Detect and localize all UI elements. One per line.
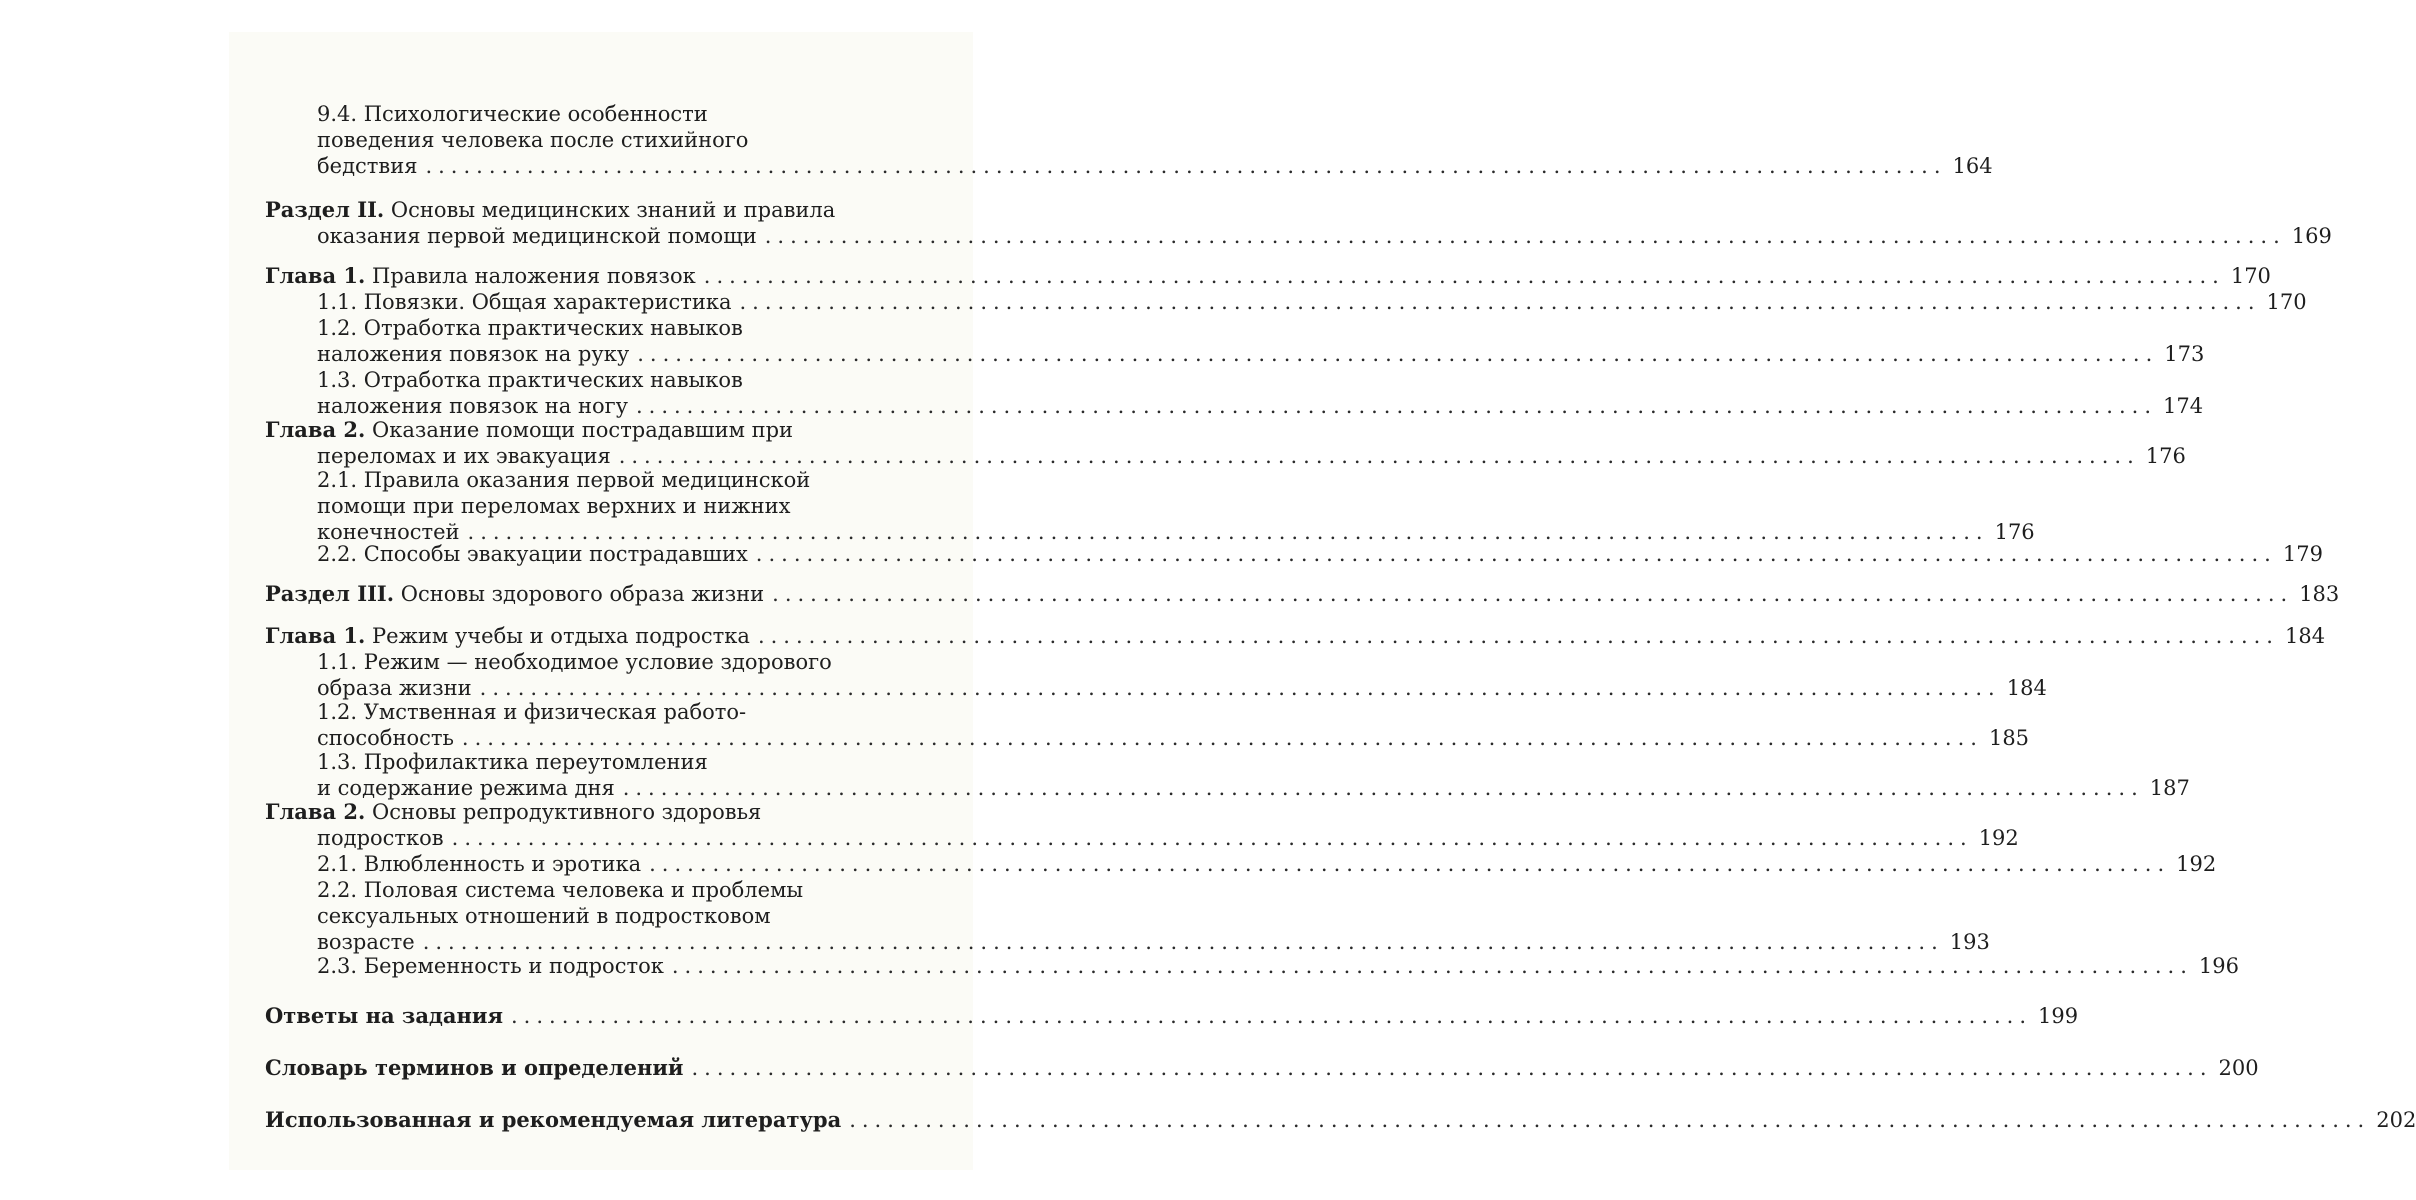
toc-entry-label: Глава 1. — [265, 263, 366, 288]
toc-entry-text — [317, 100, 921, 128]
toc-entry-label: Глава 2. — [265, 799, 366, 824]
toc-entry-title: 2.2. Половая система человека и проблемы — [317, 878, 804, 902]
toc-entry-title-bold: Ответы на задания — [265, 1003, 503, 1028]
toc-entry-text — [317, 748, 921, 776]
toc-entry-label: Глава 1. — [265, 623, 366, 648]
toc-entry-title: Глава 1. Правила наложения повязок — [265, 263, 696, 288]
toc-entry-text — [265, 798, 921, 826]
toc-entry-title: возрасте — [317, 930, 415, 954]
leader-dots: ........................................................................................................................ — [691, 1056, 2213, 1080]
toc-entry-title: 1.3. Отработка практических навыков — [317, 368, 743, 392]
toc-entry-line — [317, 824, 2019, 852]
toc-entry-label: Глава 2. — [265, 417, 366, 442]
page-number: 176 — [2145, 444, 2186, 468]
leader-dots: ........................................................................................................................ — [649, 852, 2171, 876]
toc-entry-line — [265, 1106, 2416, 1134]
toc-entry-title: 1.1. Повязки. Общая характеристика — [317, 290, 732, 314]
leader-dots: ........................................................................................................................ — [703, 264, 2225, 288]
leader-dots: ........................................................................................................................ — [618, 444, 2140, 468]
toc-entry-title: помощи при переломах верхних и нижних — [317, 494, 791, 518]
toc-entry-title: и содержание режима дня — [317, 776, 615, 800]
page-number: 169 — [2291, 224, 2332, 248]
toc-entry-line — [317, 340, 2205, 368]
page-number: 179 — [2282, 542, 2323, 566]
toc-entry-title: 2.3. Беременность и подросток — [317, 954, 664, 978]
toc-entry-title-bold: Использованная и рекомендуемая литература — [265, 1107, 842, 1132]
toc-entry-line — [265, 1002, 2079, 1030]
toc-entry-title: сексуальных отношений в подростковом — [317, 904, 771, 928]
toc-entry-title: Раздел III. Основы здорового образа жизни — [265, 581, 765, 606]
leader-dots: ........................................................................................................................ — [422, 930, 1944, 954]
toc-entry-title — [265, 1002, 503, 1030]
toc-entry-title-bold: Словарь терминов и определений — [265, 1055, 684, 1080]
leader-dots: ........................................................................................................................ — [479, 676, 2001, 700]
toc-entry-title: Раздел II. Основы медицинских знаний и правила — [265, 197, 836, 222]
toc-entry-title: оказания первой медицинской помощи — [317, 224, 757, 248]
toc-entry-title: 1.2. Отработка практических навыков — [317, 316, 743, 340]
toc-entry-text — [317, 876, 921, 904]
toc-entry-title: Глава 2. Основы репродуктивного здоровья — [265, 799, 762, 824]
leader-dots: ........................................................................................................................ — [425, 154, 1947, 178]
page-number: 170 — [2230, 264, 2271, 288]
toc-entry-title: конечностей — [317, 520, 460, 544]
leader-dots: ........................................................................................................................ — [637, 342, 2159, 366]
leader-dots: ........................................................................................................................ — [849, 1108, 2371, 1132]
page-number: 192 — [1978, 826, 2019, 850]
page-number: 176 — [1994, 520, 2035, 544]
toc-entry-line — [317, 540, 2323, 568]
toc-entry-line — [265, 1054, 2259, 1082]
toc-entry-text — [265, 416, 921, 444]
toc-entry-title: 2.1. Правила оказания первой медицинской — [317, 468, 811, 492]
page-number: 199 — [2038, 1004, 2079, 1028]
leader-dots: ........................................................................................................................ — [461, 726, 1983, 750]
toc-entry-title — [265, 1106, 841, 1134]
toc-entry-title: Глава 2. Оказание помощи пострадавшим при — [265, 417, 794, 442]
toc-entry-title: 2.2. Способы эвакуации пострадавших — [317, 542, 748, 566]
toc-entry-label: Раздел III. — [265, 581, 395, 606]
page-number: 174 — [2163, 394, 2204, 418]
toc-entry-line — [317, 152, 1993, 180]
book-page — [229, 32, 2416, 1170]
toc-entry-title: подростков — [317, 826, 444, 850]
page-number: 170 — [2266, 290, 2307, 314]
toc-entry-line — [265, 580, 2340, 608]
toc-entry-title: образа жизни — [317, 676, 472, 700]
toc-entry-line — [265, 262, 2271, 290]
page-number: 173 — [2164, 342, 2205, 366]
toc-entry-title: 9.4. Психологические особенности — [317, 102, 708, 126]
toc-entry-title: 1.1. Режим — необходимое условие здорового — [317, 650, 832, 674]
toc-entry-title: поведения человека после стихийного — [317, 128, 749, 152]
toc-entry-line — [317, 952, 2239, 980]
leader-dots: ........................................................................................................................ — [755, 542, 2277, 566]
toc-entry-title: Глава 1. Режим учебы и отдыха подростка — [265, 623, 750, 648]
leader-dots: ........................................................................................................................ — [635, 394, 2158, 418]
page-number: 187 — [2149, 776, 2190, 800]
page-number: 184 — [2284, 624, 2326, 648]
leader-dots: ........................................................................................................................ — [757, 624, 2279, 648]
leader-dots: ........................................................................................................................ — [467, 520, 1989, 544]
toc-entry-line — [317, 222, 2332, 250]
leader-dots: ........................................................................................................................ — [622, 776, 2144, 800]
toc-entry-text — [317, 466, 921, 494]
toc-entry-title: бедствия — [317, 154, 418, 178]
page-number: 193 — [1949, 930, 1990, 954]
toc-entry-text — [265, 196, 921, 224]
toc-entry-title: наложения повязок на руку — [317, 342, 630, 366]
toc-entry-title: 1.2. Умственная и физическая работо- — [317, 700, 747, 724]
page-number: 183 — [2299, 582, 2340, 606]
toc-entry-title — [265, 1054, 683, 1082]
toc-entry-text — [317, 648, 921, 676]
leader-dots: ........................................................................................................................ — [511, 1004, 2033, 1028]
page-number: 202 — [2376, 1108, 2416, 1132]
toc-entry-text — [317, 492, 921, 520]
leader-dots: ........................................................................................................................ — [764, 224, 2286, 248]
page-number: 196 — [2198, 954, 2239, 978]
toc-entry-text — [317, 314, 921, 342]
leader-dots: ........................................................................................................................ — [739, 290, 2261, 314]
toc-entry-line — [265, 622, 2326, 650]
page-number: 192 — [2176, 852, 2217, 876]
toc-entry-text — [317, 126, 921, 154]
page-number: 185 — [1988, 726, 2030, 750]
toc-entry-title: способность — [317, 726, 454, 750]
toc-entry-text — [317, 366, 921, 394]
toc-entry-text — [317, 902, 921, 930]
page-number: 164 — [1952, 154, 1993, 178]
page-number: 200 — [2218, 1056, 2259, 1080]
toc-entry-line — [317, 850, 2217, 878]
toc-entry-line — [317, 288, 2307, 316]
toc-entry-title: переломах и их эвакуация — [317, 444, 611, 468]
toc-entry-title: наложения повязок на ногу — [317, 394, 628, 418]
toc-entry-text — [317, 698, 921, 726]
leader-dots: ........................................................................................................................ — [671, 954, 2193, 978]
leader-dots: ........................................................................................................................ — [772, 582, 2294, 606]
toc-entry-label: Раздел II. — [265, 197, 385, 222]
toc-entry-title: 2.1. Влюбленность и эротика — [317, 852, 642, 876]
toc-entry-title: 1.3. Профилактика переутомления — [317, 750, 708, 774]
leader-dots: ........................................................................................................................ — [451, 826, 1973, 850]
page-number: 184 — [2006, 676, 2047, 700]
